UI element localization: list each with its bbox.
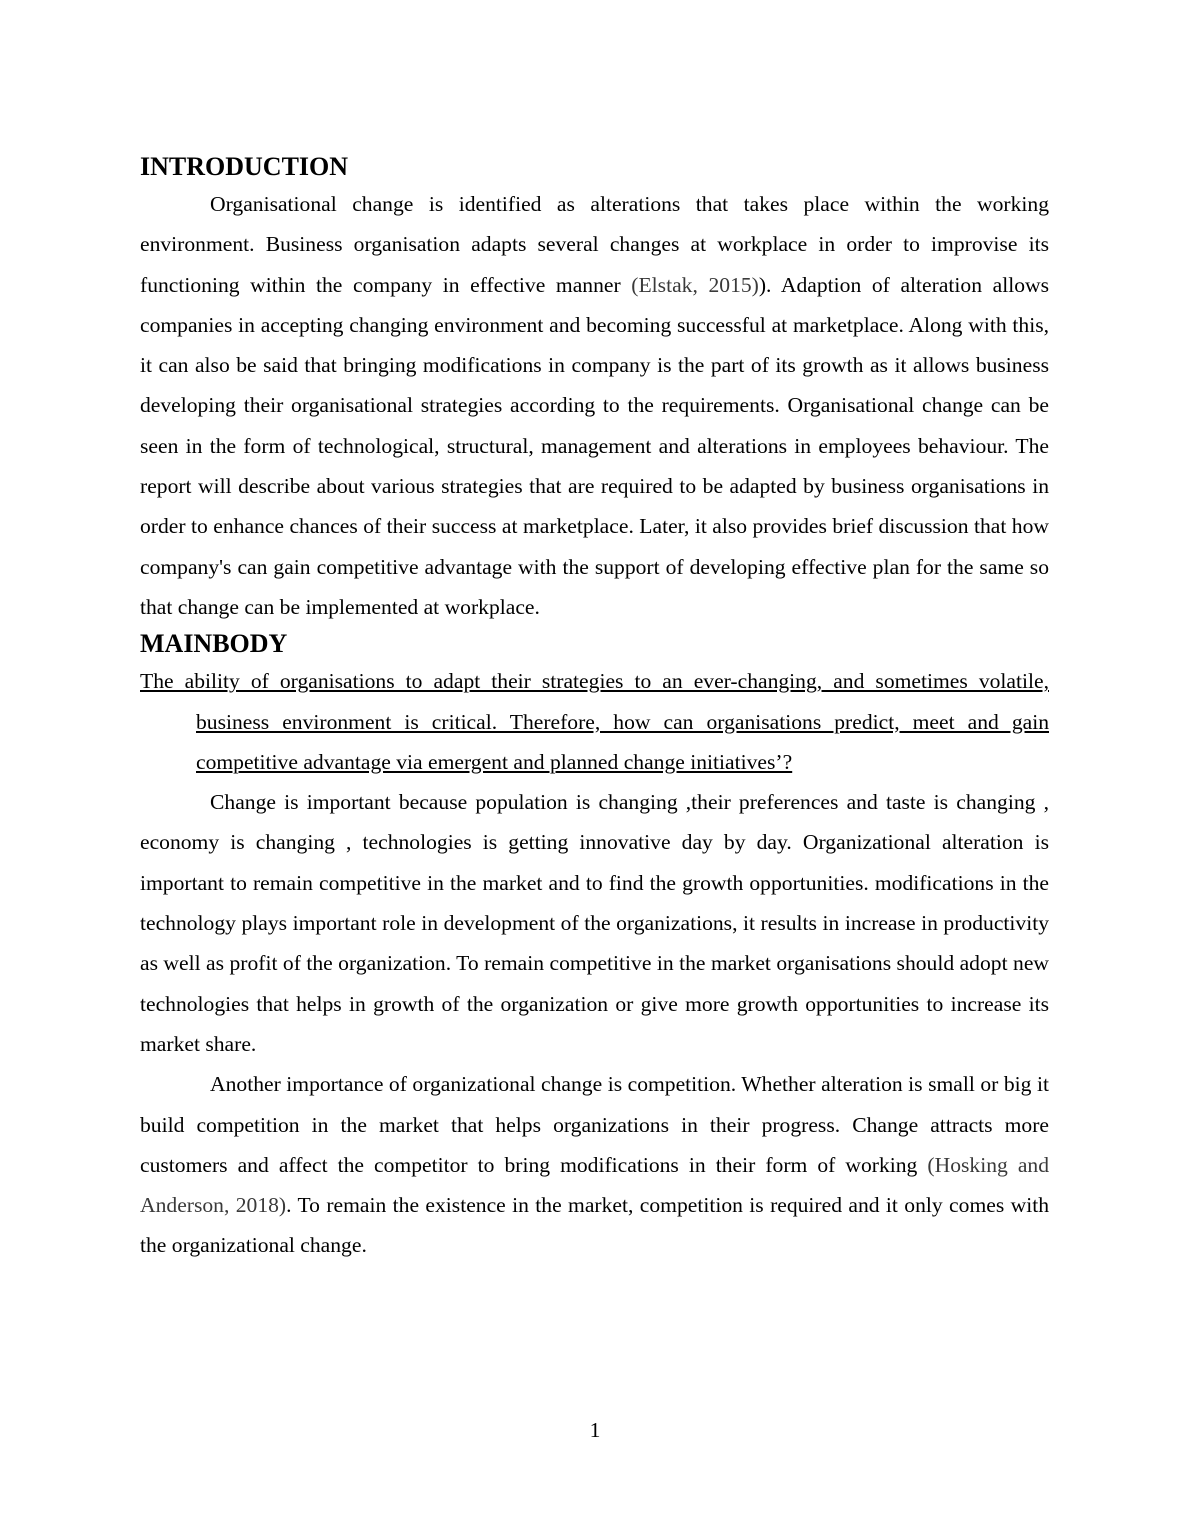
mainbody-heading: MAINBODY [140,629,288,659]
competition-text-part-1: Another importance of organizational change is competition. Whether alteration is small or big it build competition in the market that helps organizations in their progress. Change attracts more customers and affect the competitor to bring modifications in their form of working [140,1072,1049,1177]
competition-text-part-2: . To remain the existence in the market, competition is required and it only comes with the organizational change. [140,1193,1049,1258]
document-page [140,150,1049,1266]
intro-text-part-2: ). Adaption of alteration allows companies in accepting changing environment and becoming successful at marketplace. Along with this, it can also be said that bringing modifications in company is the part of its growth as it allows business developing their organisational strategies according to the requirements. Organisational change can be seen in the form of technological, structural, management and alterations in employees behaviour. The report will describe about various strategies that are required to be adapted by business organisations in order to enhance chances of their success at marketplace. Later, it also provides brief discussion that how company's can gain competitive advantage with the support of developing effective plan for the same so that change can be implemented at workplace. [140,272,1050,619]
introduction-paragraph [140,184,1049,627]
page-number: 1 [589,1418,601,1442]
competition-paragraph [140,1064,1049,1265]
citation-hosking-anderson: (Hosking and Anderson, 2018) [140,1152,1050,1218]
citation-elstak: (Elstak, 2015) [631,272,759,297]
research-question: The ability of organisations to adapt their strategies to an ever-changing, and sometimes volatile, business environment is critical. Therefore, how can organisations predict, meet and gain competitive advantage via emergent and planned change initiatives’? [140,669,1049,774]
change-importance-paragraph: Change is important because population is changing ,their preferences and taste is changing , economy is changing , technologies is getting innovative day by day. Organizational alteration is important to remain competitive in the market and to find the growth opportunities. modifications in the technology plays important role in development of the organizations, it results in increase in productivity as well as profit of the organization. To remain competitive in the market organisations should adopt new technologies that helps in growth of the organization or give more growth opportunities to increase its market share. [140,790,1049,1056]
introduction-heading: INTRODUCTION [140,152,349,181]
intro-text-part-1: Organisational change is identified as alterations that takes place within the working environment. Business organisation adapts several changes at workplace in order to improvise its functioning within the company in effective manner [140,192,1049,297]
